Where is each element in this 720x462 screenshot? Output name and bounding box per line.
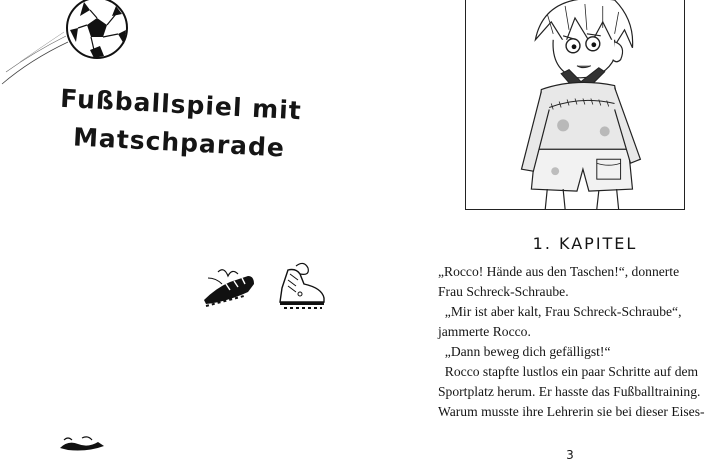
text-line: „Mir ist aber kalt, Frau Schreck-Schraube“, (438, 304, 682, 319)
text-line: „Dann beweg dich gefälligst!“ (438, 344, 611, 359)
rocco-illustration (465, 0, 685, 210)
chapter-heading: 1. KAPITEL (532, 234, 638, 253)
right-page (360, 0, 720, 462)
chapter-title (48, 79, 312, 169)
text-line: jammerte Rocco. (438, 324, 531, 339)
chapter-title-line-2: Matschparade (72, 122, 286, 163)
text-line: Rocco stapfte lustlos ein paar Schritte auf dem (438, 364, 699, 379)
football-boots-icon (196, 262, 336, 312)
text-line: Warum musste ihre Lehrerin sie bei dieser Eises- (438, 404, 705, 419)
text-line: „Rocco! Hände aus den Taschen!“, donnerte (438, 264, 680, 279)
story-text (438, 262, 720, 422)
page-number: 3 (566, 448, 574, 462)
text-line: Sportplatz herum. Er hasste das Fußballtraining. (438, 384, 701, 399)
text-line: Frau Schreck-Schraube. (438, 284, 569, 299)
mud-scribble-icon (58, 434, 108, 454)
chapter-title-line-1: Fußballspiel mit (59, 83, 303, 126)
